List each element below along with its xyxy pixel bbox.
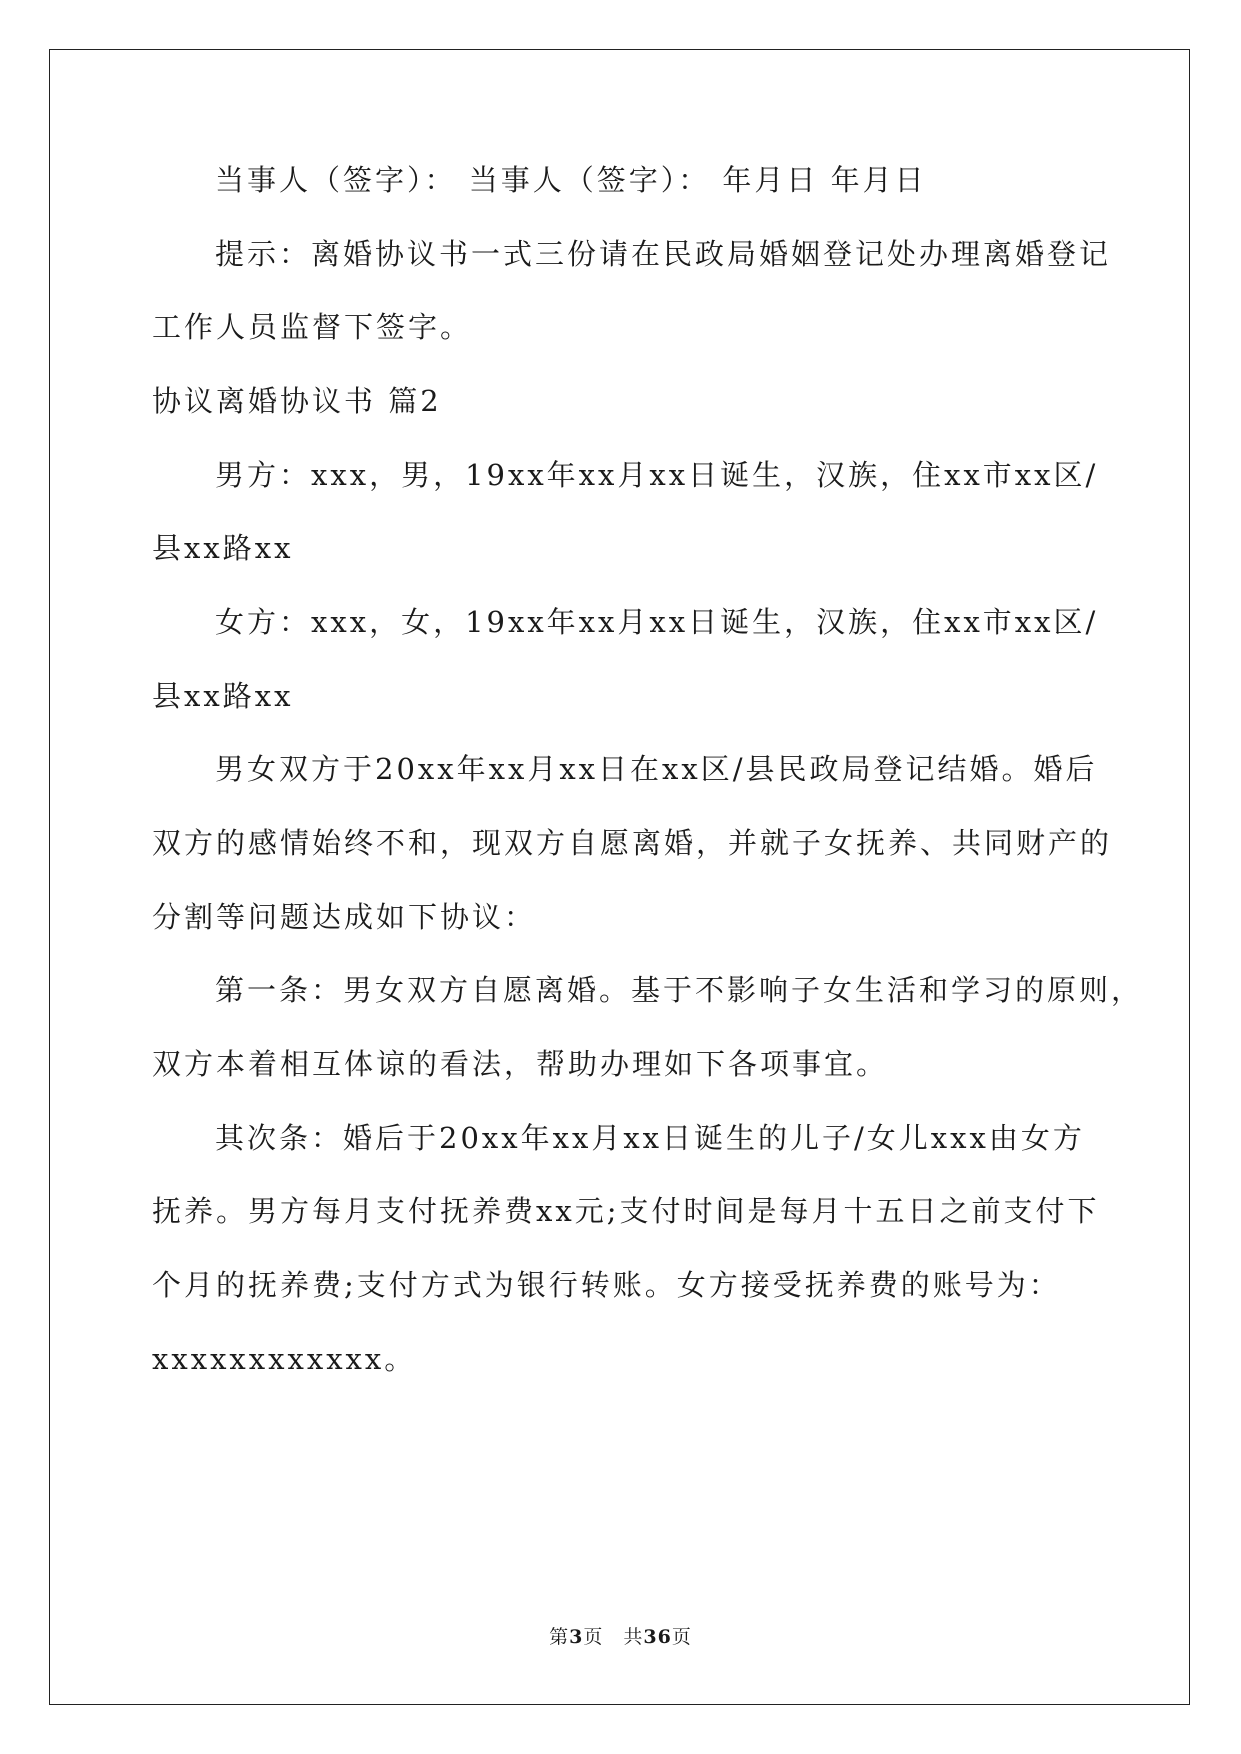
paragraph-line: 第一条：男女双方自愿离婚。基于不影响子女生活和学习的原则， [215, 973, 1144, 1007]
paragraph-line: 男女双方于20xx年xx月xx日在xx区/县民政局登记结婚。婚后 [215, 752, 1098, 786]
paragraph-line: 双方的感情始终不和，现双方自愿离婚，并就子女抚养、共同财产的 [152, 826, 1113, 860]
paragraph-line: 男方：xxx，男，19xx年xx月xx日诞生，汉族，住xx市xx区/ [215, 458, 1099, 492]
paragraph-line: 个月的抚养费;支付方式为银行转账。女方接受抚养费的账号为： [152, 1268, 1061, 1302]
section-heading: 协议离婚协议书 篇2 [152, 384, 442, 418]
paragraph-line: xxxxxxxxxxxx。 [152, 1342, 417, 1376]
paragraph-line: 工作人员监督下签字。 [152, 310, 473, 344]
paragraph-line: 县xx路xx [152, 679, 294, 713]
page-footer [0, 1622, 1241, 1649]
paragraph-line: 分割等问题达成如下协议： [152, 900, 537, 934]
paragraph-line: 提示：离婚协议书一式三份请在民政局婚姻登记处办理离婚登记 [215, 237, 1112, 271]
page-total: 36 [643, 1626, 672, 1648]
paragraph-line: 抚养。男方每月支付抚养费xx元;支付时间是每月十五日之前支付下 [152, 1194, 1100, 1228]
paragraph-line: 双方本着相互体谅的看法，帮助办理如下各项事宜。 [152, 1047, 889, 1081]
paragraph-line: 其次条：婚后于20xx年xx月xx日诞生的儿子/女儿xxx由女方 [215, 1121, 1085, 1155]
page-current: 3 [569, 1626, 584, 1648]
paragraph-line: 女方：xxx，女，19xx年xx月xx日诞生，汉族，住xx市xx区/ [215, 605, 1099, 639]
signature-line: 当事人（签字）： 当事人（签字）： 年月日 年月日 [215, 163, 927, 197]
paragraph-line: 县xx路xx [152, 531, 294, 565]
page-border [49, 49, 1190, 1705]
page-suffix: 页 [671, 1626, 692, 1648]
page-prefix: 第 [549, 1626, 570, 1648]
page-mid: 页 共 [583, 1626, 644, 1648]
